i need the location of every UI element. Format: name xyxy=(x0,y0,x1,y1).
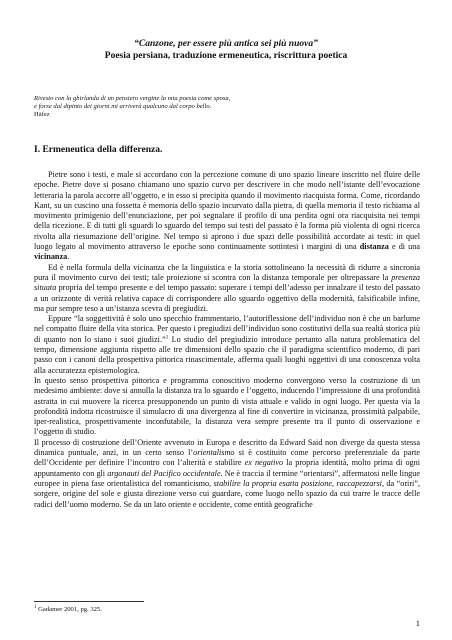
paragraph-5: Il processo di costruzione dell’Oriente avvenuto in Europa e descritto da Edward Said non diverge da questa stessa dinamica puntuale, anzi, in un certo senso l’orientalismo si è costituito come percorso preferenziale da parte dell’Occidente per definire l’incontro con l’alterità e stabilire ex negativo la propria identità, molto prima di ogni appuntamento con gli argonauti del Pacifico occidentale. Ne è traccia il termine “orientarsi”, affermatosi nelle lingue europee in piena fase orientalistica del romanticismo, stabilire la propria esatta posizione, raccapezzarsi, da “oriri”, sorgere, origine del sole e giusta direzione verso cui guardare, come luogo nello spazio da cui trarre le tracce delle radici dell’uomo moderno. Se da un lato oriente e occidente, come entità geografiche xyxy=(34,437,421,509)
paragraph-1: Pietre sono i testi, e male si accordano con la percezione comune di uno spazio lineare inscritto nel fluire delle epoche. Pietre dove si posano chiamano uno spazio curvo per descrivere in che modo nell’istante dell’evocazione letteraria la parola accorre all’oggetto, e in esso si precipita quando il movimento riacquista forma. Come, ricordando Kant, su un cuscino una fossetta è memoria dello spazio incurvato dalla pietra, di quella memoria il testo richiama al movimento primigenio dell’enunciazione, per poi segnalare il profilo di una perdita ogni ora riacquisita nei tempi della ricezione. E di tutti gli sguardi lo sguardo del tempo sui testi del passato è la forma più violenta di ogni ricerca rivolta alla riesumazione dell’origine. Nel tempo si aprono i due spazi delle possibilità accordate ai testi: in quel luogo legato al movimento attraverso le epoche sono continuamente sottintesi i margini di una distanza e di una vicinanza. xyxy=(34,170,421,262)
epigraph-line-2: e forse dal dipinto dei giorni mi arriverà qualcuno dal corpo bello. xyxy=(34,103,212,110)
title-block xyxy=(0,38,452,62)
footnote: $^1$ Gadamer 2001, pg. 325. xyxy=(34,604,102,613)
bold-term-distanza: distanza xyxy=(359,242,389,252)
page-number: 1 xyxy=(415,618,420,628)
epigraph xyxy=(34,95,414,119)
paragraph-2: Ed è nella formula della vicinanza che la linguistica e la storia sottolineano la necessità di ridurre a sincronia pura il movimento curvo dei testi; tale proiezione si scontra con la distanza temporale per oltrepassare la presenza situata propria del tempo presente e del tempo passato: superare i tempi dell’adesso per innalzare il testo del passato a un orizzonte di verità relativa capace di corrispondere allo sguardo oggettivo della modernità, falsificabile infine, ma pur sempre teso a un’istanza scevra di pregiudizi. xyxy=(34,262,420,313)
section-heading: I. Ermeneutica della differenza. xyxy=(34,145,163,155)
footnote-ref: 1 xyxy=(165,334,169,341)
epigraph-line-1: Rivesto con la ghirlanda di un pensiero vergine la mia poesia come sposa, xyxy=(34,95,231,102)
document-subtitle: Poesia persiana, traduzione ermeneutica, riscrittura poetica xyxy=(104,51,348,61)
document-title: “Canzone, per essere più antica sei più nuova” xyxy=(134,39,318,49)
paragraph-4: In questo senso prospettiva pittorica e programma conoscitivo moderno convergono verso la costruzione di un medesimo ambiente: dove si annulla la distanza tra lo sguardo e l’oggetto, inducendo l’impressione di una profondità astratta in cui muovere la ricerca presupponendo un punto di vista attuale e valido in ogni luogo. Per questa via la profondità indotta ricostruisce il simulacro di una divergenza al fine di convertire in vicinanza, prossimità palpabile, iper-realistica, prospettivamente inconfutabile, la distanza vera sempre presente tra il punto di osservazione e l’oggetto di studio. xyxy=(34,375,420,437)
footnote-divider xyxy=(34,601,144,602)
epigraph-author: Hāfez xyxy=(34,111,50,118)
bold-term-vicinanza: vicinanza xyxy=(34,252,68,262)
body-text xyxy=(34,170,420,510)
paragraph-3: Eppure “la soggettività è solo uno specchio frammentario, l’autoriflessione dell’individuo non è che un barlume nel compatto fluire della vita storica. Per questo i pregiudizi dell’individuo sono costitutivi della sua realtà storica più di quanto non lo siano i suoi giudizi.”$^1$ Lo studio del pregiudizio introduce pertanto alla natura problematica del tempo, dimensione aggiunta rispetto alle tre dimensioni dello spazio che il paradigma scientifico moderno, di pari passo con i canoni della prospettiva pittorica rinascimentale, afferma quali luoghi oggettivi di una conoscenza volta alla accuratezza epistemologica. xyxy=(34,314,420,375)
